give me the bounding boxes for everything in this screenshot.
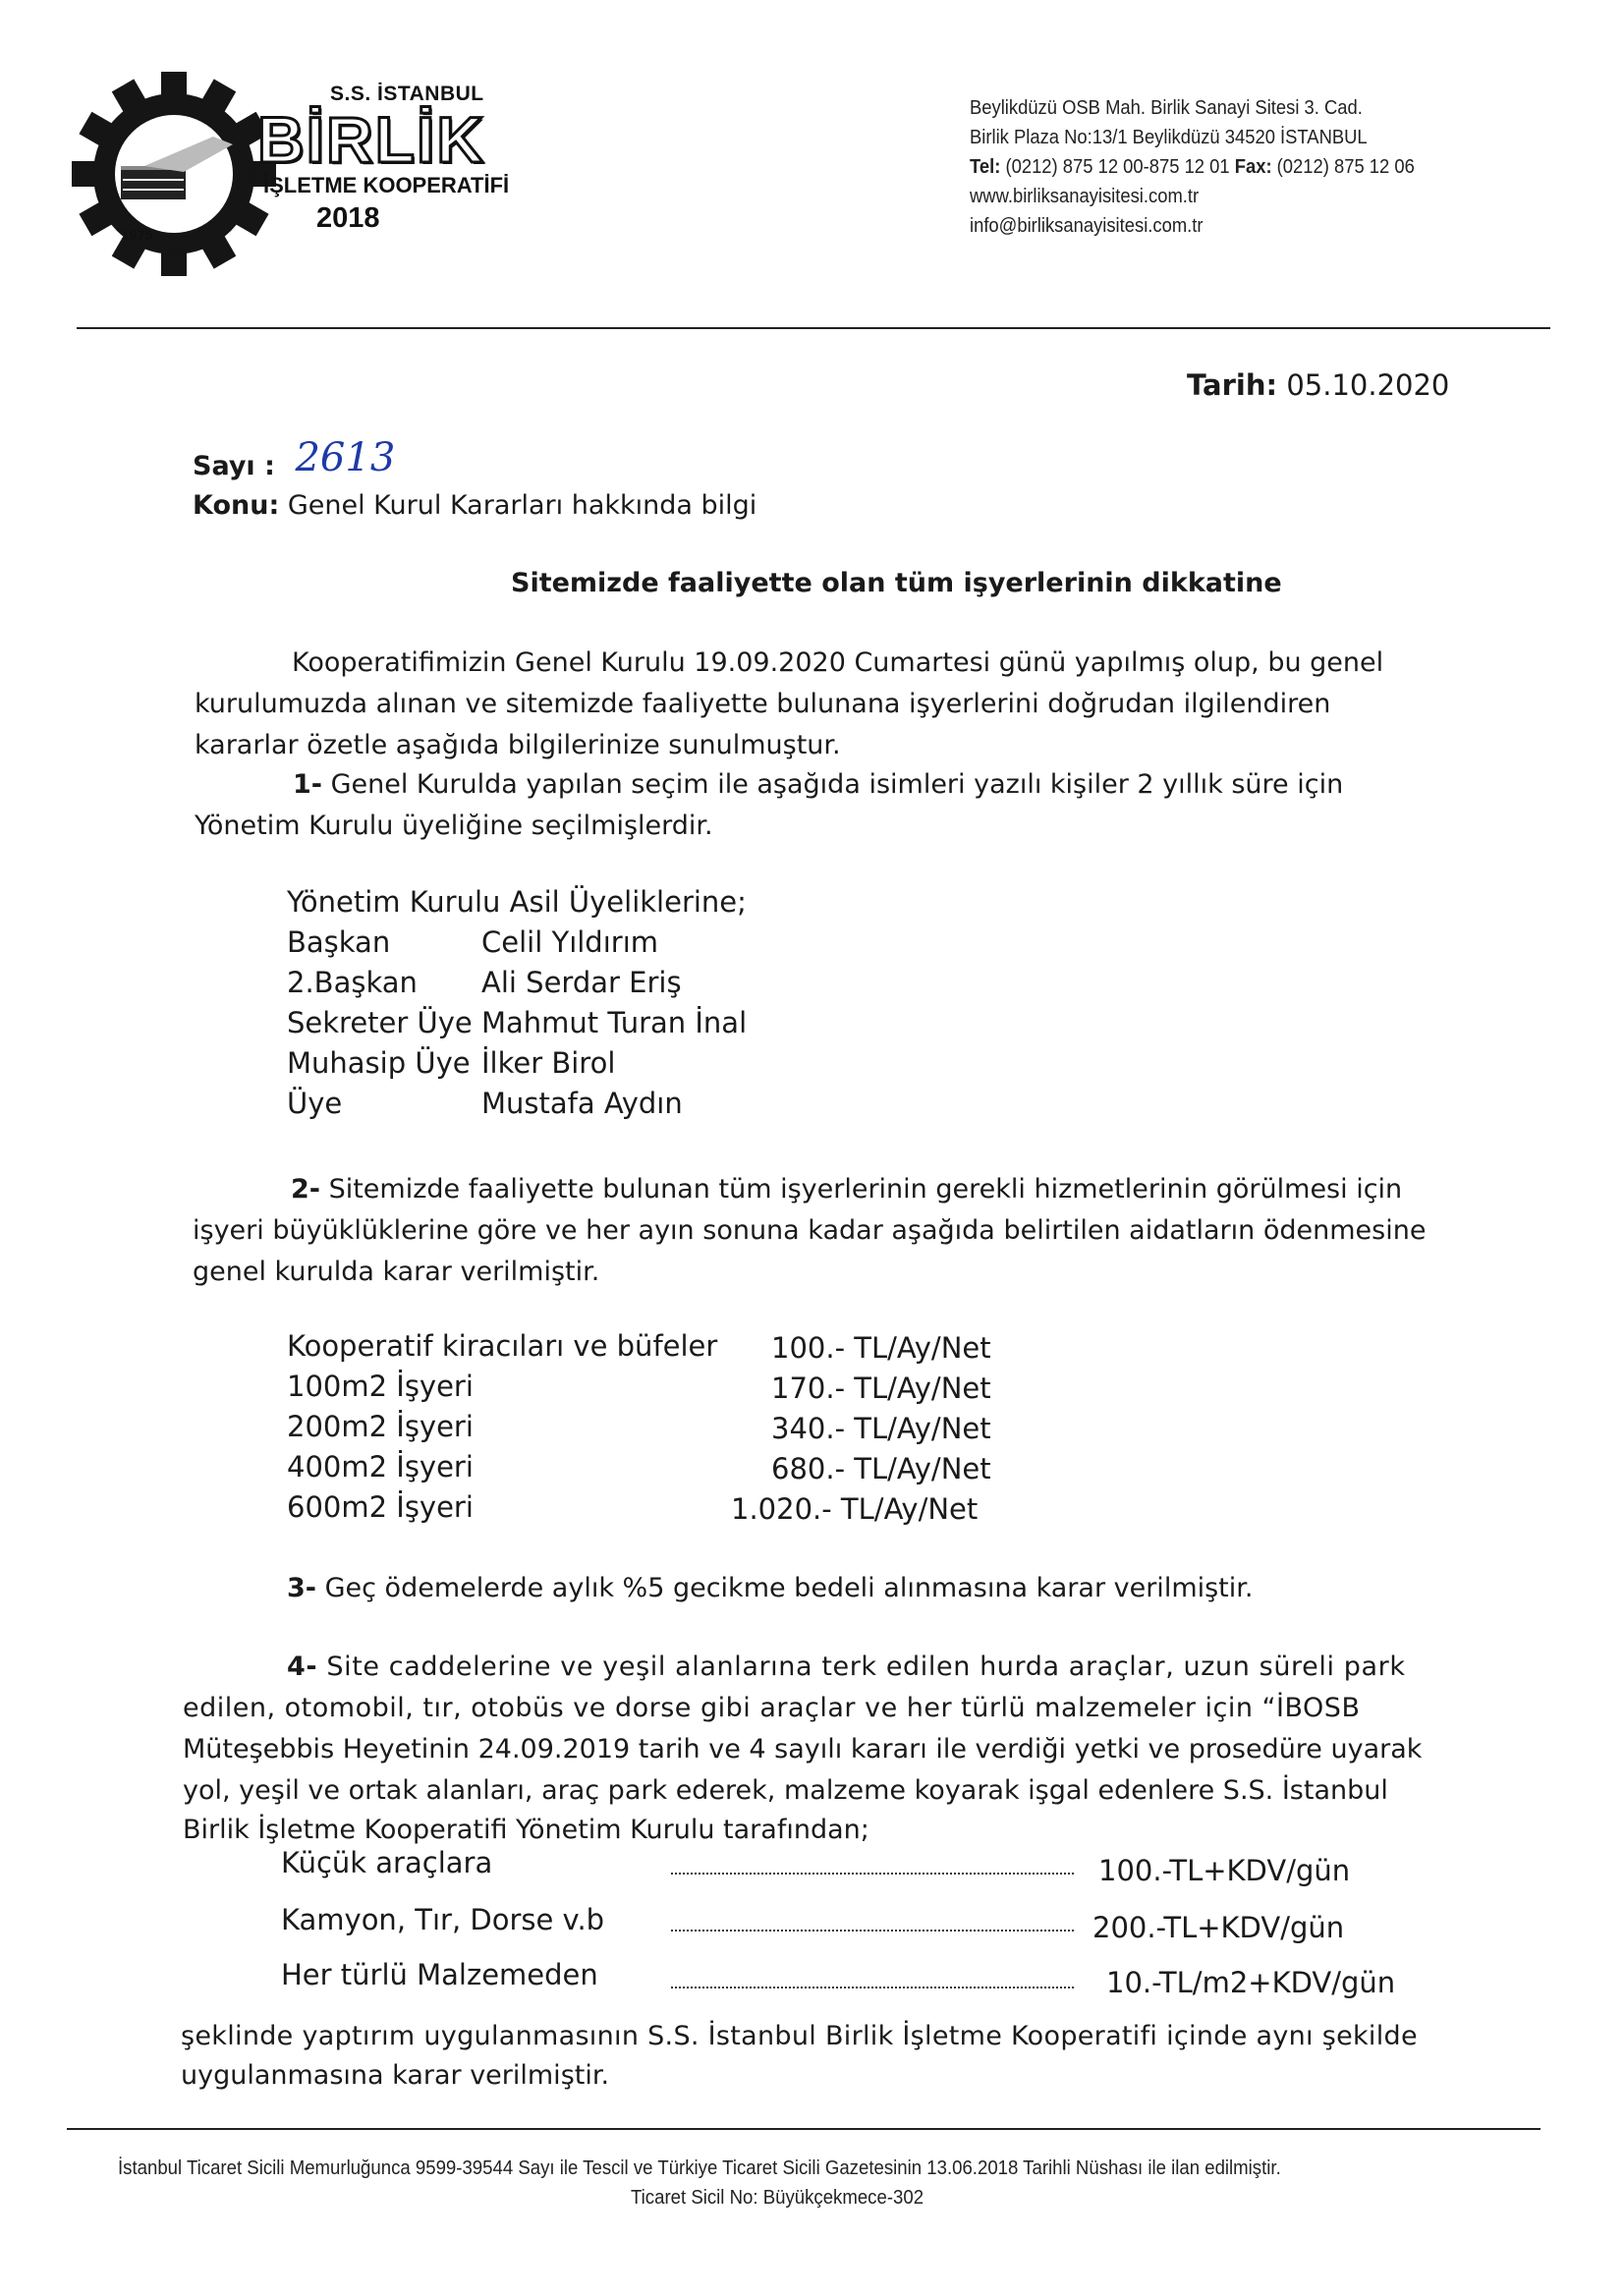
board-member-name: Mustafa Aydın — [481, 1087, 683, 1120]
item4-line-1 — [287, 1647, 1406, 1687]
board-member-name: Ali Serdar Eriş — [481, 966, 682, 999]
intro-line-2: kurulumuzda alınan ve sitemizde faaliyette bulunana işyerlerini doğrudan ilgilendiren — [195, 689, 1331, 719]
board-title: Yönetim Kurulu Asil Üyeliklerine; — [287, 885, 747, 919]
website-link[interactable]: www.birliksanayisitesi.com.tr — [970, 186, 1200, 207]
org-type: İŞLETME KOOPERATİFİ — [263, 173, 510, 197]
closing-line-1: şeklinde yaptırım uygulanmasının S.S. İstanbul Birlik İşletme Kooperatifi içinde aynı şekilde — [181, 2021, 1418, 2051]
konu-line — [193, 485, 756, 526]
tel-label: Tel: — [970, 156, 1001, 178]
closing-line-2: uygulanmasına karar verilmiştir. — [181, 2060, 610, 2091]
item4-text: Site caddelerine ve yeşil alanlarına terk edilen hurda araçlar, uzun süreli park — [317, 1652, 1406, 1682]
org-name: BİRLİK — [257, 103, 485, 176]
item2-line-1 — [291, 1169, 1402, 1209]
fee-amount: 170.- TL/Ay/Net — [771, 1372, 991, 1405]
sayi-line — [193, 435, 396, 486]
footer-registry-line: İstanbul Ticaret Sicili Memurluğunca 9599-39544 Sayı ile Tescil ve Türkiye Ticaret Sicili Gazetesinin 13.06.2018 Tarihli Nüshası ile ilan edilmiştir. — [118, 2157, 1281, 2179]
item3-text: Geç ödemelerde aylık %5 gecikme bedeli alınmasına karar verilmiştir. — [316, 1573, 1254, 1603]
intro-line-3: kararlar özetle aşağıda bilgilerinize sunulmuştur. — [195, 730, 841, 760]
konu-label: Konu: — [193, 490, 280, 521]
sayi-label: Sayı : — [193, 451, 275, 481]
penalty-amount: 100.-TL+KDV/gün — [1098, 1854, 1351, 1887]
penalty-amount: 200.-TL+KDV/gün — [1092, 1911, 1345, 1944]
phone-fax-line — [970, 152, 1415, 182]
item2-line-2: işyeri büyüklüklerine göre ve her ayın sonuna kadar aşağıda belirtilen aidatların ödenmesine — [193, 1215, 1427, 1246]
page-heading: Sitemizde faaliyette olan tüm işyerlerinin dikkatine — [511, 568, 1282, 598]
tel-value: (0212) 875 12 00-875 12 01 — [1005, 156, 1230, 178]
penalty-label: Kamyon, Tır, Dorse v.b — [281, 1903, 605, 1936]
item4-number: 4- — [287, 1652, 318, 1682]
item3-number: 3- — [287, 1573, 316, 1603]
header-divider — [77, 327, 1550, 329]
board-member-role: 2.Başkan — [287, 966, 418, 999]
fee-amount: 1.020.- TL/Ay/Net — [731, 1492, 979, 1526]
penalty-leader-dots — [671, 1930, 1074, 1932]
fee-label: Kooperatif kiracıları ve büfeler — [287, 1329, 718, 1363]
item4-line-2: edilen, otomobil, tır, otobüs ve dorse gibi araçlar ve her türlü malzemeler için “İBOSB — [183, 1693, 1361, 1723]
item4-line-3: Müteşebbis Heyetinin 24.09.2019 tarih ve 4 sayılı kararı ile verdiği yetki ve prosedüre uyarak — [183, 1734, 1423, 1764]
fee-label: 200m2 İşyeri — [287, 1410, 474, 1443]
item1-number: 1- — [293, 769, 322, 800]
sayi-handwritten-number: 2613 — [295, 435, 396, 480]
board-member-role: Başkan — [287, 925, 391, 959]
address-line-2: Birlik Plaza No:13/1 Beylikdüzü 34520 İSTANBUL — [970, 127, 1368, 148]
org-prefix: S.S. İSTANBUL — [330, 83, 484, 105]
item2-text: Sitemizde faaliyette bulunan tüm işyerlerinin gerekli hizmetlerinin görülmesi için — [320, 1174, 1403, 1204]
item2-number: 2- — [291, 1174, 320, 1204]
fee-amount: 100.- TL/Ay/Net — [771, 1331, 991, 1365]
penalty-leader-dots — [671, 1987, 1074, 1988]
address-line-1: Beylikdüzü OSB Mah. Birlik Sanayi Sitesi 3. Cad. — [970, 97, 1363, 119]
fee-label: 100m2 İşyeri — [287, 1370, 474, 1403]
board-member-name: İlker Birol — [481, 1046, 616, 1080]
item4-line-4: yol, yeşil ve ortak alanları, araç park ederek, malzeme koyarak işgal edenlere S.S. İstanbul — [183, 1775, 1388, 1806]
email-link[interactable]: info@birliksanayisitesi.com.tr — [970, 215, 1204, 237]
org-year: 2018 — [316, 202, 380, 234]
date-value: 05.10.2020 — [1286, 368, 1450, 402]
fee-amount: 680.- TL/Ay/Net — [771, 1452, 991, 1485]
item1-text: Genel Kurulda yapılan seçim ile aşağıda isimleri yazılı kişiler 2 yıllık süre için — [322, 769, 1344, 800]
penalty-leader-dots — [671, 1873, 1074, 1875]
logo-wordmark — [257, 83, 510, 235]
konu-value: Genel Kurul Kararları hakkında bilgi — [287, 490, 757, 521]
item4-line-5: Birlik İşletme Kooperatifi Yönetim Kurulu tarafından; — [183, 1815, 869, 1845]
fax-value: (0212) 875 12 06 — [1276, 156, 1415, 178]
item1-line-2: Yönetim Kurulu üyeliğine seçilmişlerdir. — [195, 811, 713, 841]
item3-line — [287, 1568, 1253, 1608]
logo-founded-year: 1975 — [122, 227, 153, 243]
footer-divider — [67, 2128, 1540, 2130]
item2-line-3: genel kurulda karar verilmiştir. — [193, 1257, 600, 1287]
date-label: Tarih: — [1187, 368, 1278, 402]
board-member-name: Mahmut Turan İnal — [481, 1006, 748, 1039]
date-line — [1187, 365, 1449, 406]
board-member-name: Celil Yıldırım — [481, 925, 659, 959]
letterhead-address — [970, 93, 1415, 241]
board-member-role: Muhasip Üye — [287, 1046, 471, 1080]
fee-label: 400m2 İşyeri — [287, 1450, 474, 1484]
item1-line-1 — [293, 764, 1343, 805]
fee-label: 600m2 İşyeri — [287, 1490, 474, 1524]
footer-registry-number: Ticaret Sicil No: Büyükçekmece-302 — [631, 2187, 924, 2209]
fax-label: Fax: — [1234, 156, 1272, 178]
fee-amount: 340.- TL/Ay/Net — [771, 1412, 991, 1445]
board-member-role: Sekreter Üye — [287, 1006, 473, 1039]
penalty-label: Küçük araçlara — [281, 1846, 493, 1879]
intro-line-1: Kooperatifimizin Genel Kurulu 19.09.2020 Cumartesi günü yapılmış olup, bu genel — [292, 647, 1384, 678]
penalty-label: Her türlü Malzemeden — [281, 1958, 598, 1991]
cooperative-gear-logo — [71, 71, 277, 277]
board-member-role: Üye — [287, 1087, 343, 1120]
penalty-amount: 10.-TL/m2+KDV/gün — [1106, 1966, 1396, 1999]
